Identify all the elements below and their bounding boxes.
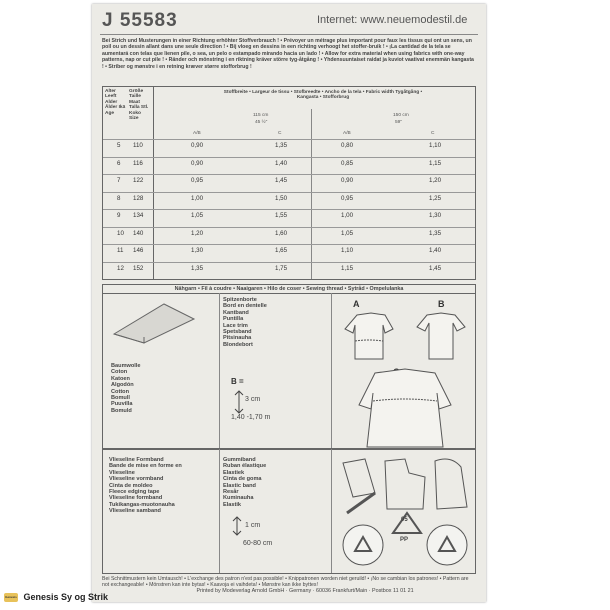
ab-115-cell: 1,05 [191, 212, 204, 219]
col-c-1: C [278, 131, 282, 136]
elastic-item: Elastiek [223, 469, 245, 476]
view-label-a: A [353, 299, 360, 309]
lace-item: Puntilla [223, 316, 244, 323]
elastic-item: Elastic band [223, 482, 256, 489]
shop-watermark [4, 592, 108, 602]
width-arrow-icon [227, 515, 247, 537]
age-cell: 11 [117, 247, 124, 254]
c-115-cell: 1,55 [275, 212, 288, 219]
lace-item: Bord en dentelle [223, 303, 267, 310]
divider [311, 109, 312, 279]
fabric-width-header: Stoffbreite • Largeur de tissu • Stofbreedte • Ancho de la tela • Fabric width Tygåtgång • Kangasta • Stofforbrug [223, 90, 423, 101]
pattern-pieces-and-recycle-icons [335, 453, 473, 571]
col-ab-1: A/B [193, 131, 201, 136]
ab-115-cell: 1,30 [191, 247, 204, 254]
age-cell: 6 [117, 159, 121, 167]
ab-115-cell: 0,90 [191, 142, 204, 149]
elastic-width: 1 cm [245, 522, 261, 529]
divider [331, 293, 332, 449]
ab-115-cell: 1,20 [191, 229, 204, 237]
printer-line: Printed by Modeverlag Arnold GmbH · Germany · 60036 Frankfurt/Main · Postbox 11 01 21 [196, 588, 414, 594]
lace-item: Spitzenborte [223, 297, 257, 303]
age-cell: 8 [117, 194, 121, 202]
yarn-item: Algodón [111, 382, 134, 389]
elastic-item: Kuminauha [223, 495, 254, 502]
ab-115-cell: 1,00 [191, 194, 204, 202]
c-150-cell: 1,10 [429, 142, 442, 149]
size-cell: 110 [133, 142, 143, 149]
yardage-table [102, 86, 476, 280]
c-150-cell: 1,35 [429, 229, 442, 237]
c-115-cell: 1,50 [275, 194, 288, 202]
c-115-cell: 1,35 [275, 142, 288, 149]
interfacing-item: Vlieseline Formband [109, 457, 164, 463]
age-cell: 10 [117, 229, 124, 237]
b-equals: B = [231, 377, 244, 386]
yarn-item: Puuvilla [111, 401, 133, 408]
yarn-item: Bomuld [111, 407, 132, 414]
ab-150-cell: 0,95 [341, 194, 354, 202]
size-cell: 116 [133, 159, 143, 167]
elastic-item: Ruban élastique [223, 463, 267, 470]
elastic-length: 60-80 cm [243, 540, 273, 547]
c-150-cell: 1,15 [429, 159, 442, 167]
shop-name: Genesis Sy og Strik [23, 592, 109, 602]
ab-150-cell: 0,85 [341, 159, 354, 167]
ab-150-cell: 1,10 [341, 247, 354, 254]
recycle-material: PP [400, 537, 409, 543]
fabric-note: Bei Strich und Musterungen in einer Richtung erhöhter Stoffverbrauch ! • Prévoyer un métrage plus important pour faux les tissus qui ont un sens, un poil ou un dessin allant dans une seule direction ! • Bij vloeg en dessins in een richting verhoogt het stoffer-bruik ! • ¡La cantidad de la tela se aumentará con telas que lienen pile, o sea, un pelo o estampado mirando hacia un lado ! • Allow for extra material when using fabrics with one-way patterns, nap or cut pile ! • Ränder och mönstring i en riktning kräver större tyg-åtgång ! • Yhdensuuntaiset raidat ja kuviot vaativat enemmän kangasta ! • Striber og mønstre i en retning kræver større stofforbrug ! [102, 38, 474, 70]
table-row [103, 174, 475, 175]
table-row [103, 262, 475, 263]
interfacing-item: Bande de mise en forme en [109, 463, 182, 470]
interfacing-item: Vlieseline [109, 469, 135, 476]
recycle-number: 05 [401, 517, 408, 523]
size-cell: 146 [133, 247, 144, 254]
size-cell: 122 [133, 177, 144, 184]
table-row [103, 209, 475, 210]
interfacing-list [109, 457, 182, 515]
lace-item: Blondebort [223, 341, 253, 348]
interfacing-item: Vlieseline samband [109, 508, 161, 515]
size-cell: 140 [133, 229, 144, 237]
c-115-cell: 1,60 [275, 229, 288, 237]
elastic-item: Cinta de goma [223, 476, 262, 483]
yarn-item: Coton [111, 369, 128, 376]
ab-150-cell: 0,90 [341, 177, 354, 184]
b-width: 3 cm [245, 396, 261, 403]
divider [100, 34, 478, 35]
size-cell: 128 [133, 194, 144, 202]
yarn-item: Bomull [111, 395, 130, 402]
c-150-cell: 1,30 [429, 212, 442, 219]
c-150-cell: 1,40 [429, 247, 442, 254]
divider [331, 449, 332, 573]
shop-logo-icon: Genesis [4, 593, 18, 602]
age-cell: 5 [117, 142, 121, 149]
c-150-cell: 1,25 [429, 194, 442, 202]
c-115-cell: 1,65 [275, 247, 288, 254]
age-cell: 7 [117, 177, 121, 184]
age-cell: 12 [117, 264, 124, 272]
elastic-list [223, 457, 266, 508]
width-115: 115 cm [253, 113, 269, 118]
b-length: 1,40 -1,70 m [231, 414, 271, 421]
exchange-note: Bei Schnittmustern kein Umtausch! • L'exchange des patron n'est pas possible! • Knippatronen worden niet geruild! • ¡No se cambian los patrones! • Pattern are not exchangeable! • Mönstren kan inte bytas! • Kaavoja ei vaihdeta! • Mønstre kan ikke byttes! [102, 576, 469, 588]
lace-item: Pitsinauha [223, 335, 252, 342]
interfacing-item: Cinta de moldeo [109, 482, 153, 489]
website: Internet: www.neuemodestil.de [317, 14, 468, 26]
ab-115-cell: 1,35 [191, 264, 204, 272]
c-150-cell: 1,45 [429, 264, 442, 272]
elastic-item: Resår [223, 489, 239, 496]
col-ab-2: A/B [343, 131, 351, 136]
c-115-cell: 1,40 [275, 159, 288, 167]
elastic-item: Elastik [223, 501, 242, 508]
lace-item: Spetsband [223, 329, 252, 336]
pattern-envelope [92, 4, 486, 602]
interfacing-item: Fleece edging tape [109, 489, 160, 496]
ab-150-cell: 0,80 [341, 142, 354, 149]
table-row [103, 157, 475, 158]
notions-section [102, 284, 476, 450]
lace-item: Kantband [223, 309, 249, 316]
ab-150-cell: 1,05 [341, 229, 354, 237]
width-115-in: 45 ½" [255, 120, 268, 125]
sewing-thread-title: Nähgarn • Fil à coudre • Naaigaren • Hilo de coser • Sewing thread • Sytråd • Ompelulanka [103, 285, 475, 294]
divider [219, 293, 220, 449]
table-row [103, 192, 475, 193]
interfacing-section [102, 448, 476, 574]
size-header: Größe Taille Maat Talla Stl. Koko Size [129, 89, 149, 122]
ab-150-cell: 1,00 [341, 212, 354, 219]
ab-150-cell: 1,15 [341, 264, 354, 272]
table-row [103, 227, 475, 228]
yarn-item: Baumwolle [111, 363, 141, 369]
interfacing-item: Vlieseline formband [109, 495, 163, 502]
pattern-code: J 55583 [102, 10, 178, 31]
lace-list [223, 297, 267, 348]
c-115-cell: 1,75 [275, 264, 288, 272]
width-150: 150 cm [393, 113, 409, 118]
ab-115-cell: 0,95 [191, 177, 204, 184]
size-cell: 152 [133, 264, 144, 272]
thread-roll-image [109, 299, 199, 344]
interfacing-item: Tukikangas-muotonauha [109, 501, 175, 508]
width-150-in: 59" [395, 120, 403, 125]
c-115-cell: 1,45 [275, 177, 288, 184]
table-row [103, 244, 475, 245]
table-row [103, 139, 475, 140]
ab-115-cell: 0,90 [191, 159, 204, 167]
interfacing-item: Vlieseline vormband [109, 476, 164, 483]
garment-sketches [335, 309, 475, 449]
size-cell: 134 [133, 212, 144, 219]
age-cell: 9 [117, 212, 121, 219]
age-header: Alter Leeft Alder Ålder Ikä Age [105, 89, 126, 116]
col-c-2: C [431, 131, 435, 136]
yarn-item: Cotton [111, 388, 130, 395]
elastic-item: Gummiband [223, 457, 256, 463]
lace-item: Lace trim [223, 322, 248, 329]
view-label-b: B [438, 299, 445, 309]
yarn-item: Katoen [111, 375, 130, 382]
c-150-cell: 1,20 [429, 177, 442, 184]
yarn-list [111, 363, 141, 414]
divider [219, 449, 220, 573]
